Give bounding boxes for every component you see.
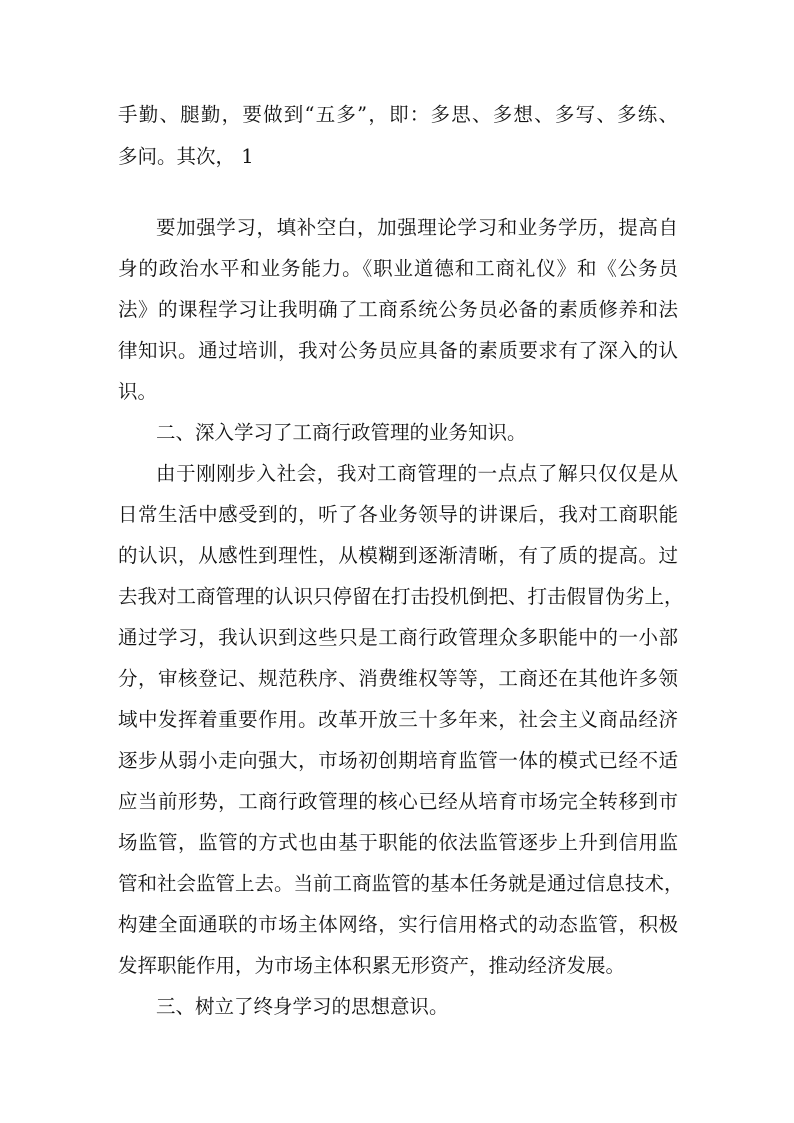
text-line: 多问。其次， 1 [118,145,254,168]
text-line: 分，审核登记、规范秩序、消费维权等等，工商还在其他许多领 [118,667,678,690]
text-line: 的认识，从感性到理性，从模糊到逐渐清晰，有了质的提高。过 [118,544,678,567]
text-line: 律知识。通过培训，我对公务员应具备的素质要求有了深入的认 [118,339,678,362]
text-line: 发挥职能作用，为市场主体积累无形资产，推动经济发展。 [118,954,626,977]
text-line: 场监管，监管的方式也由基于职能的依法监管逐步上升到信用监 [118,831,678,854]
text-line: 由于刚刚步入社会，我对工商管理的一点点了解只仅仅是从 [156,462,678,485]
text-line: 构建全面通联的市场主体网络，实行信用格式的动态监管，积极 [118,913,678,936]
text-line: 手勤、腿勤，要做到“五多”，即：多思、多想、多写、多练、 [118,103,678,126]
text-line: 日常生活中感受到的，听了各业务领导的讲课后，我对工商职能 [118,503,678,526]
text-line: 域中发挥着重要作用。改革开放三十多年来，社会主义商品经济 [118,708,678,731]
text-line: 应当前形势，工商行政管理的核心已经从培育市场完全转移到市 [118,790,678,813]
text-line: 法》的课程学习让我明确了工商系统公务员必备的素质修养和法 [118,298,678,321]
section-heading: 二、深入学习了工商行政管理的业务知识。 [156,421,527,444]
text-line: 去我对工商管理的认识只停留在打击投机倒把、打击假冒伪劣上， [118,585,684,608]
section-heading: 三、树立了终身学习的思想意识。 [156,995,449,1018]
text-line: 通过学习，我认识到这些只是工商行政管理众多职能中的一小部 [118,626,678,649]
text-line: 识。 [118,380,158,403]
text-line: 管和社会监管上去。当前工商监管的基本任务就是通过信息技术， [118,872,684,895]
text-line: 逐步从弱小走向强大，市场初创期培育监管一体的模式已经不适 [118,749,678,772]
text-line: 要加强学习，填补空白，加强理论学习和业务学历，提高自 [156,216,678,239]
text-line: 身的政治水平和业务能力。《职业道德和工商礼仪》和《公务员 [118,257,678,280]
